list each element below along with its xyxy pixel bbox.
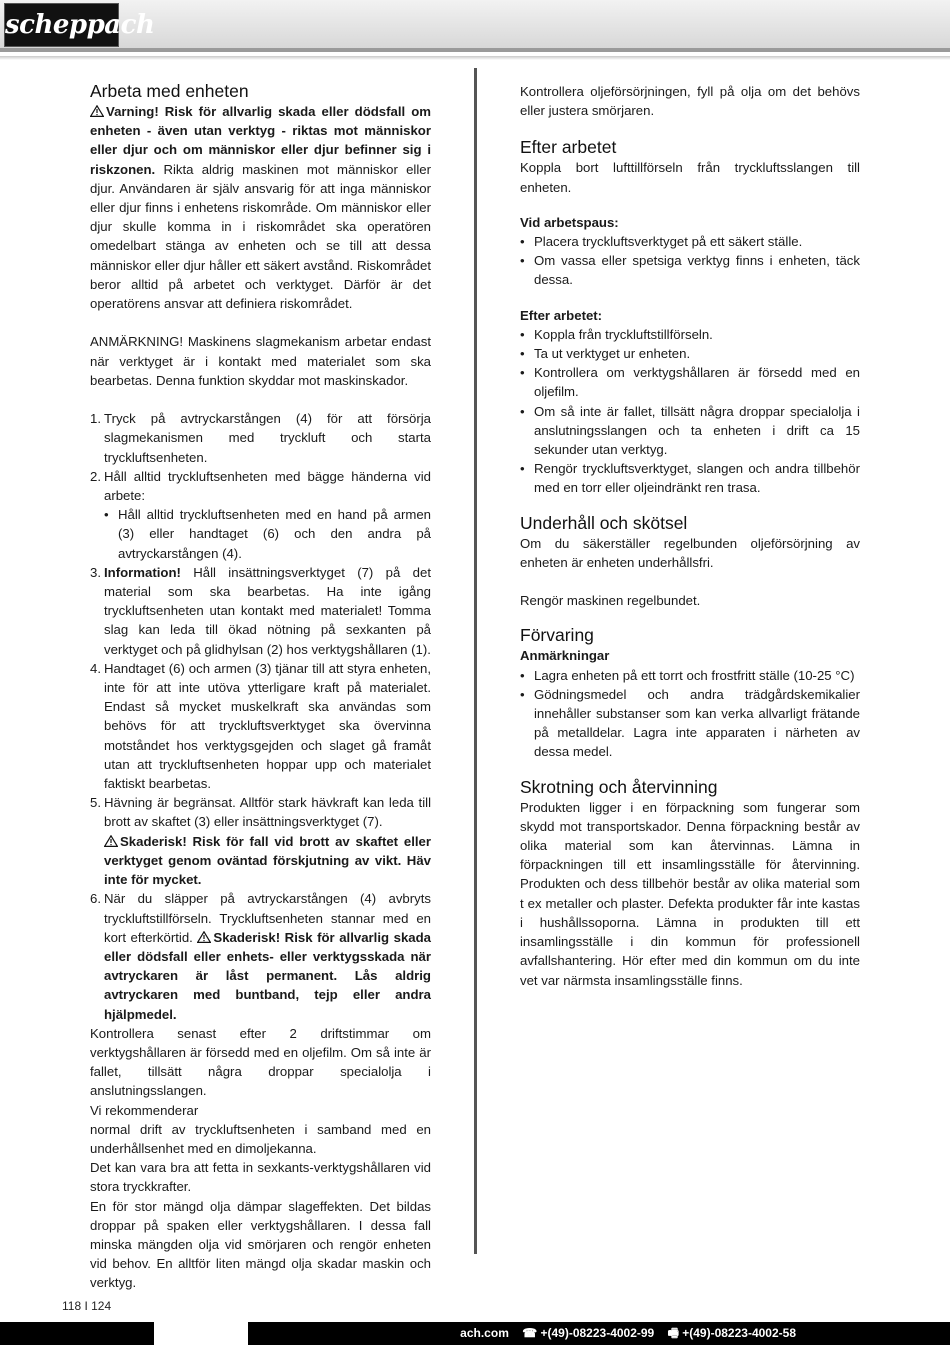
list-item: • Gödningsmedel och andra trädgårdskemikalier innehåller substanser som kan verka allvarligt frätande på metalldelar. Lagra inte apparaten i närheten av dessa medel. <box>520 686 860 760</box>
section-title-storage: Förvaring <box>520 625 594 646</box>
warning-icon <box>90 105 104 117</box>
list-item: • Placera tryckluftsverktyget på ett säkert ställe. <box>520 234 803 250</box>
after-paragraph: Koppla bort lufttillförseln från tryckluftsslangen till enheten. <box>520 160 860 195</box>
list-item: • Lagra enheten på ett torrt och frostfritt ställe (10-25 °C) <box>520 667 855 683</box>
list-item: • Ta ut verktyget ur enheten. <box>520 346 691 362</box>
break-list <box>520 232 860 290</box>
list-item: • Kontrollera om verktygshållaren är försedd med en oljefilm. <box>520 365 860 400</box>
body-paragraph: normal drift av tryckluftsenheten i samband med en underhållsenhet med en dimoljekanna. <box>90 1121 431 1156</box>
list-item: • Om vassa eller spetsiga verktyg finns i enheten, täck dessa. <box>520 253 860 288</box>
maintenance-paragraph-2: Rengör maskinen regelbundet. <box>520 593 701 609</box>
list-item: • Rengör tryckluftsverktyget, slangen och andra tillbehör med en torr eller oljeindränkt ren trasa. <box>520 461 860 496</box>
step-item: 2. Håll alltid tryckluftsenheten med bägge händerna vid arbete: • Håll alltid tryckluftsenheten med en hand på armen (3) eller handtaget (6) och den andra på avtryckarstången (4). <box>90 467 431 563</box>
steps-list <box>90 409 431 1024</box>
warning-bold-text: Varning! Risk för allvarlig skada eller dödsfall om enheten - även utan verktyg - riktas mot människor eller djur och om människor eller djur befinner sig i riskzonen. <box>90 104 431 177</box>
section-title-maintenance: Underhåll och skötsel <box>520 512 688 533</box>
maintenance-paragraph: Om du säkerställer regelbunden oljeförsörjning av enheten är enheten underhållsfri. <box>520 535 860 570</box>
body-paragraph: Vi rekommenderar <box>90 1102 199 1118</box>
break-heading: Vid arbetspaus: <box>520 214 619 230</box>
warning-paragraph <box>90 102 431 313</box>
footer-website: ach.com <box>460 1326 509 1340</box>
footer-contact <box>460 1322 796 1345</box>
footer-white-block <box>154 1322 248 1345</box>
note-paragraph: ANMÄRKNING! Maskinens slagmekanism arbetar endast när verktyget är i kontakt med materialet som ska bearbetas. Denna funktion skyddar mot maskinskador. <box>90 334 431 388</box>
body-paragraph: En för stor mängd olja dämpar slageffekten. Det bildas droppar på spaken eller verktygshållaren. I dessa fall minska mängden olja vid smörjaren och rengör enheten vid behov. En alltför liten mängd olja skadar maskin och verktyg. <box>90 1198 431 1291</box>
right-column <box>520 82 860 990</box>
footer-phone: ☎ +(49)-08223-4002-99 <box>522 1326 655 1340</box>
brand-logo: scheppach <box>4 3 119 47</box>
afterwork-list <box>520 325 860 498</box>
storage-list <box>520 666 860 762</box>
disposal-paragraph: Produkten ligger i en förpackning som fungerar som skydd mot transportskador. Denna förpackning består av olika material som kan återvinnas. Lämna in förpackningen till ett insamlingsställe för återvinning. Produkten och dess tillbehör består av olika material som t ex metaller och plaster. Defekta produkter får inte kastas i hushållssoporna. Lämna in produkten till ett insamlingsställe i din kommun för professionell avfallshantering. Hör efter med din kommun om du inte vet var närmsta insamlingsställe finns. <box>520 799 860 988</box>
header-shadow <box>0 56 950 60</box>
step-item: 6. När du släpper på avtryckarstången (4) avbryts tryckluftstillförseln. Tryckluftsenheten stannar med en kort efterkörtid. Skaderisk! Risk för allvarlig skada eller dödsfall eller enhets- eller verktygsskada när avtryckaren är låst permanent. Lås aldrig avtryckaren med buntband, tejp eller andra hjälpmedel. <box>90 891 431 1022</box>
section-title-after: Efter arbetet <box>520 137 617 158</box>
step-item: 5. Hävning är begränsat. Alltför stark hävkraft kan leda till brott av skaftet (3) eller insättningsverktyget (7). Skaderisk! Risk för fall vid brott av skaftet eller verktyget genom oväntad förskjutning av vikt. Häv inte för mycket. <box>90 795 431 888</box>
section-title-working: Arbeta med enheten <box>90 81 249 101</box>
warning-icon <box>104 835 118 847</box>
column-divider <box>474 68 477 1254</box>
footer-fax: 🖷 +(49)-08223-4002-58 <box>667 1326 796 1340</box>
body-paragraph: Kontrollera senast efter 2 driftstimmar om verktygshållaren är försedd med en oljefilm. Om så inte är fallet, tillsätt några droppar specialolja i anslutningsslangen. <box>90 1025 431 1099</box>
warning-icon <box>197 931 211 943</box>
body-paragraph: Det kan vara bra att fetta in sexkants-verktygshållaren vid stora tryckkrafter. <box>90 1160 431 1195</box>
list-item: • Koppla från tryckluftstillförseln. <box>520 326 713 342</box>
step-item: 1. Tryck på avtryckarstången (4) för att försörja slagmekanismen med tryckluft och starta tryckluftsenheten. <box>90 411 431 465</box>
step-item: 4. Handtaget (6) och armen (3) tjänar till att styra enheten, inte för att inte utöva ytterligare kraft på materialet. Endast så mycket muskelkraft ska användas som behövs för att tryckluftsverktyget ska övervinna motståndet hos verktygsgejden och slaget gå framåt utan att tryckluftsenheten hoppar upp och materialet faktiskt bearbetas. <box>90 660 431 792</box>
step-sublist <box>104 505 431 563</box>
list-item: • Om så inte är fallet, tillsätt några droppar specialolja i anslutningsslangen och ta enheten i drift ca 15 sekunder utan verktyg. <box>520 403 860 458</box>
afterwork-heading: Efter arbetet: <box>520 307 603 323</box>
storage-heading: Anmärkningar <box>520 648 610 664</box>
left-column <box>90 80 431 1293</box>
page-header <box>0 0 950 52</box>
section-title-disposal: Skrotning och återvinning <box>520 776 718 797</box>
intro-paragraph: Kontrollera oljeförsörjningen, fyll på olja om det behövs eller justera smörjaren. <box>520 84 860 119</box>
step-subitem: • Håll alltid tryckluftsenheten med en hand på armen (3) eller handtaget (6) och den andra på avtryckarstången (4). <box>104 507 431 561</box>
warning-rest-text: Rikta aldrig maskinen mot människor eller djur. Användaren är själv ansvarig för att inga människor eller djur finns i enhetens riskområde. Om människor eller djur skulle komma in i riskområdet ska operatören omedelbart stänga av enheten och se till att dessa människor eller djur håller ett säkert avstånd. Riskområdet beror alltid på arbetet och verktyget. Därför är det operatörens ansvar att definiera riskområdet. <box>90 161 431 312</box>
step-item: 3. Information! Håll insättningsverktyget (7) på det material som ska bearbetas. Ha inte igång tryckluftsenheten utan kontakt med materialet! Tomma slag kan leda till ökad nötning på sexkanten på verktyget och på glidhylsan (2) hos verktygshållaren (1). <box>90 564 431 657</box>
page-number: 118 I 124 <box>62 1299 112 1313</box>
